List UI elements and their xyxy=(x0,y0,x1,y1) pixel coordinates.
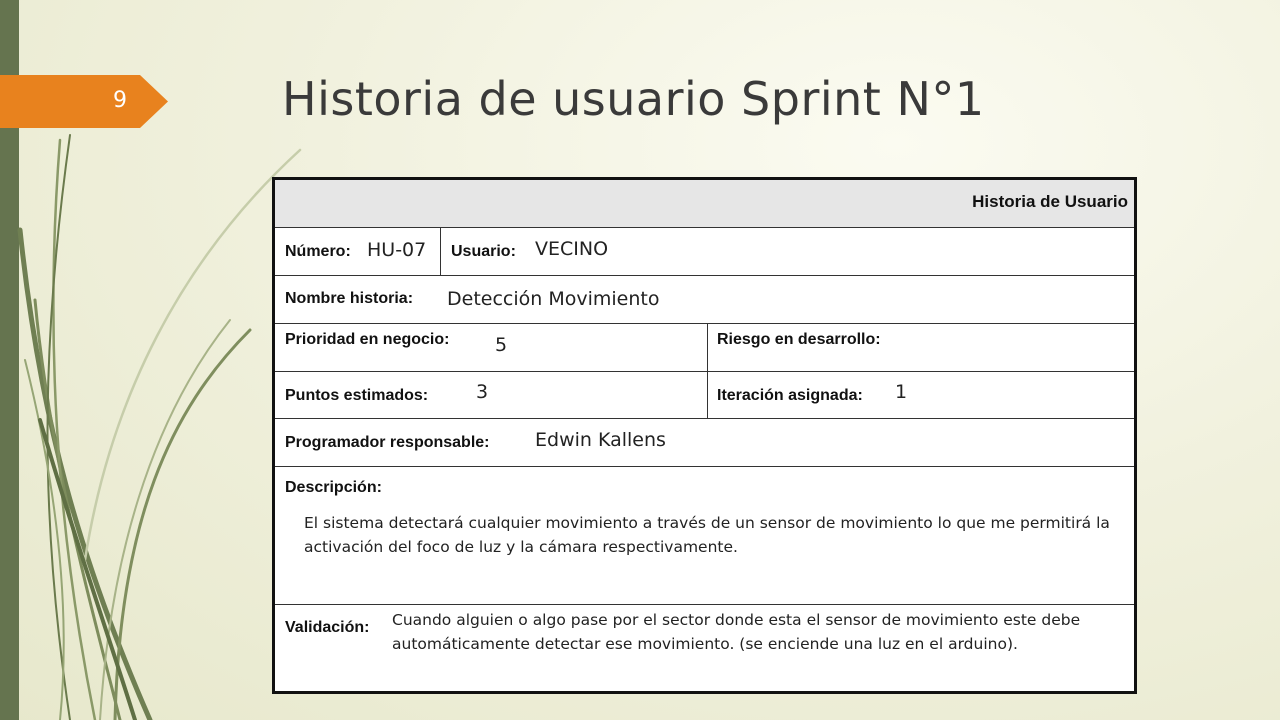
programador-value: Edwin Kallens xyxy=(535,429,666,451)
form-header-label: Historia de Usuario xyxy=(972,192,1128,211)
usuario-label: Usuario: xyxy=(451,243,516,260)
row-descripcion xyxy=(275,467,1134,605)
nombre-historia-value: Detección Movimiento xyxy=(447,288,660,310)
row-validacion xyxy=(275,605,1134,691)
validacion-label: Validación: xyxy=(285,619,370,636)
slide-number: 9 xyxy=(113,88,127,113)
cell-prioridad xyxy=(275,324,708,371)
prioridad-value: 5 xyxy=(495,334,508,356)
cell-usuario xyxy=(441,228,1134,275)
usuario-value: VECINO xyxy=(535,238,609,260)
cell-riesgo xyxy=(708,324,1134,371)
cell-numero xyxy=(275,228,441,275)
user-story-form xyxy=(272,177,1137,694)
cell-puntos xyxy=(275,372,708,418)
slide-title: Historia de usuario Sprint N°1 xyxy=(282,72,985,126)
riesgo-label: Riesgo en desarrollo: xyxy=(717,331,881,348)
numero-label: Número: xyxy=(285,243,351,260)
numero-value: HU-07 xyxy=(367,239,427,261)
cell-iteracion xyxy=(708,372,1134,418)
row-prioridad-riesgo xyxy=(275,324,1134,372)
iteracion-label: Iteración asignada: xyxy=(717,387,863,404)
programador-label: Programador responsable: xyxy=(285,434,490,451)
slide-number-tab xyxy=(0,75,168,128)
row-nombre-historia xyxy=(275,276,1134,324)
descripcion-label: Descripción: xyxy=(285,479,382,496)
puntos-value: 3 xyxy=(476,381,489,403)
puntos-label: Puntos estimados: xyxy=(285,387,429,404)
validacion-value: Cuando alguien o algo pase por el sector donde esta el sensor de movimiento este debe automáticamente detectar ese movimiento. (se enciende una luz en el arduino). xyxy=(392,611,1081,653)
iteracion-value: 1 xyxy=(895,381,908,403)
row-programador xyxy=(275,419,1134,467)
descripcion-value: El sistema detectará cualquier movimiento a través de un sensor de movimiento lo que me permitirá la activación del foco de luz y la cámara respectivamente. xyxy=(304,514,1110,556)
form-header-row xyxy=(275,180,1134,228)
row-numero-usuario xyxy=(275,228,1134,276)
nombre-historia-label: Nombre historia: xyxy=(285,290,414,307)
prioridad-label: Prioridad en negocio: xyxy=(285,331,450,348)
row-puntos-iteracion xyxy=(275,372,1134,419)
